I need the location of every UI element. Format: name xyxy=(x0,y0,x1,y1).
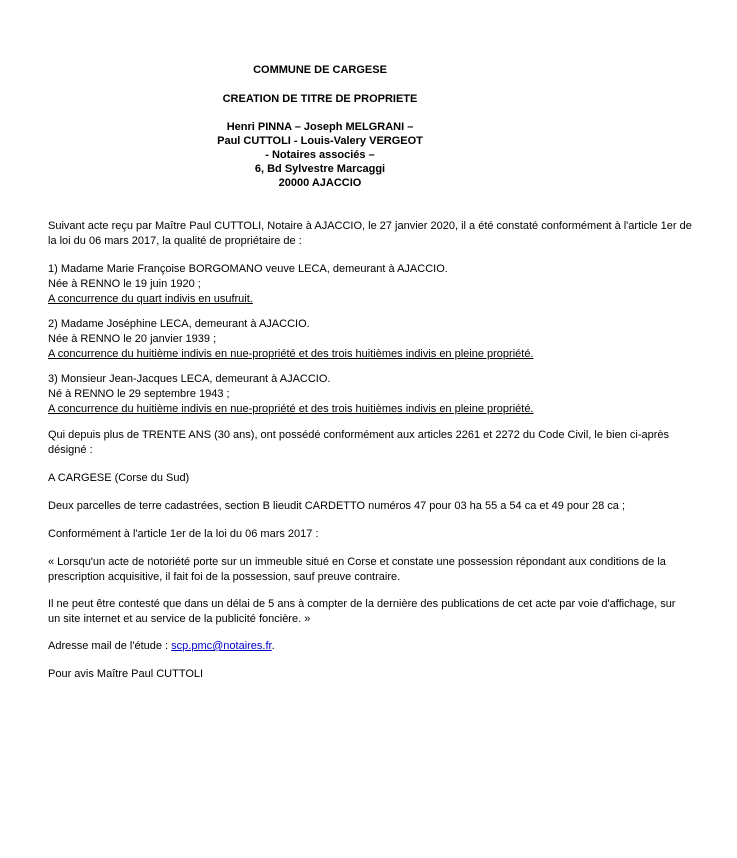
law-reference-paragraph xyxy=(48,527,720,542)
notaries-line: Henri PINNA – Joseph MELGRANI – xyxy=(226,121,414,133)
intro-paragraph xyxy=(48,219,720,249)
contact-paragraph xyxy=(48,639,720,654)
owner-3 xyxy=(48,372,720,417)
possession-line: Qui depuis plus de TRENTE ANS (30 ans), ont possédé conformément aux articles 2261 et 2272 du Code Civil, le bien ci-après xyxy=(48,429,670,441)
intro-line: la loi du 06 mars 2017, la qualité de propriétaire de : xyxy=(48,235,302,247)
parcels-text: Deux parcelles de terre cadastrées, section B lieudit CARDETTO numéros 47 pour 03 ha 55 a 54 ca et 49 pour 28 ca ; xyxy=(48,500,626,512)
owner-name: 3) Monsieur Jean-Jacques LECA, demeurant à AJACCIO. xyxy=(48,373,331,385)
location-text: A CARGESE (Corse du Sud) xyxy=(48,472,190,484)
signature-text: Pour avis Maître Paul CUTTOLI xyxy=(48,668,204,680)
notaries-block xyxy=(140,120,500,190)
email-link[interactable]: scp.pmc@notaires.fr xyxy=(171,640,272,652)
contest-line: Il ne peut être contesté que dans un délai de 5 ans à compter de la dernière des publications de cet acte par voie d'affichage, sur xyxy=(48,598,676,610)
parcels-paragraph xyxy=(48,499,720,514)
possession-line: désigné : xyxy=(48,444,93,456)
owner-2 xyxy=(48,317,720,362)
contact-label: Adresse mail de l'étude : xyxy=(48,640,172,652)
possession-paragraph xyxy=(48,428,720,458)
commune-title: COMMUNE DE CARGESE xyxy=(253,64,387,76)
owner-share: A concurrence du quart indivis en usufruit. xyxy=(48,293,253,305)
owner-1 xyxy=(48,262,720,307)
owner-birth: Né à RENNO le 29 septembre 1943 ; xyxy=(48,388,230,400)
contact-suffix: . xyxy=(271,640,275,652)
owner-share: A concurrence du huitième indivis en nue-propriété et des trois huitièmes indivis en pleine propriété. xyxy=(48,403,534,415)
notaries-city: 20000 AJACCIO xyxy=(278,177,362,189)
law-reference-text: Conformément à l'article 1er de la loi du 06 mars 2017 : xyxy=(48,528,319,540)
location-paragraph xyxy=(48,471,720,486)
document-title: CREATION DE TITRE DE PROPRIETE xyxy=(222,93,418,105)
notaries-line: - Notaires associés – xyxy=(265,149,375,161)
quote-line: prescription acquisitive, il fait foi de la possession, sauf preuve contraire. xyxy=(48,571,401,583)
owner-name: 1) Madame Marie Françoise BORGOMANO veuve LECA, demeurant à AJACCIO. xyxy=(48,263,448,275)
quote-line: « Lorsqu'un acte de notoriété porte sur un immeuble situé en Corse et constate une possession répondant aux conditions de la xyxy=(48,556,666,568)
contest-line: un site internet et au service de la publicité foncière. » xyxy=(48,613,311,625)
owner-birth: Née à RENNO le 20 janvier 1939 ; xyxy=(48,333,217,345)
notaries-address: 6, Bd Sylvestre Marcaggi xyxy=(254,163,386,175)
quote-paragraph xyxy=(48,555,720,585)
notaries-line: Paul CUTTOLI - Louis-Valery VERGEOT xyxy=(217,135,423,147)
intro-line: Suivant acte reçu par Maître Paul CUTTOLI, Notaire à AJACCIO, le 27 janvier 2020, il a été constaté conformément à l'article 1er de xyxy=(48,220,692,232)
owner-share: A concurrence du huitième indivis en nue-propriété et des trois huitièmes indivis en pleine propriété. xyxy=(48,348,534,360)
owner-name: 2) Madame Joséphine LECA, demeurant à AJACCIO. xyxy=(48,318,310,330)
contest-paragraph xyxy=(48,597,720,627)
owner-birth: Née à RENNO le 19 juin 1920 ; xyxy=(48,278,201,290)
signature-paragraph xyxy=(48,667,720,682)
